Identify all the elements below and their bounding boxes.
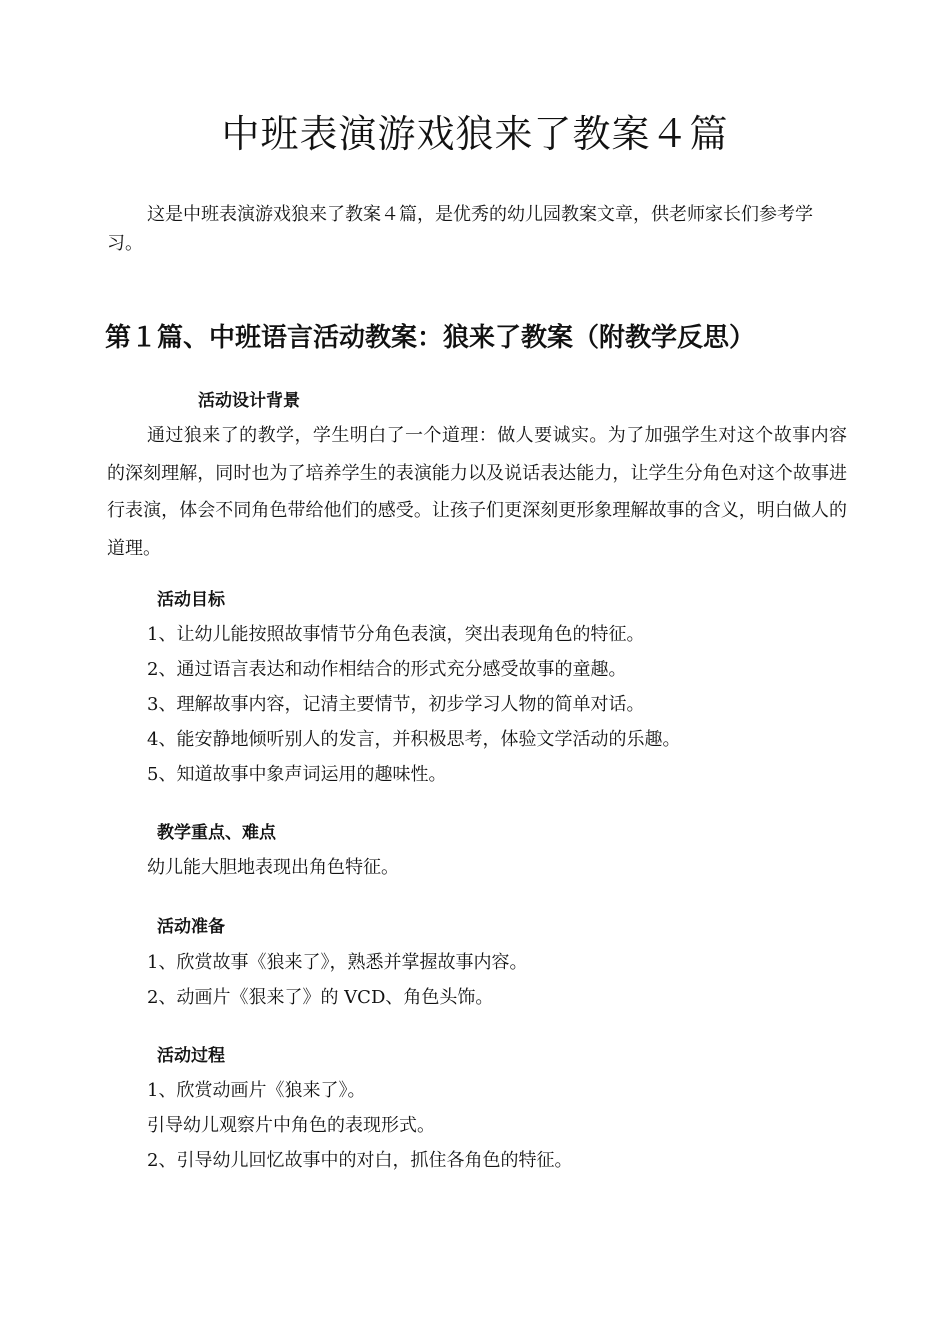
preparation-item: 1、欣赏故事《狼来了》，熟悉并掌握故事内容。 (147, 952, 528, 973)
document-title: 中班表演游戏狼来了教案４篇 (221, 112, 729, 156)
goal-item: 2、通过语言表达和动作相结合的形式充分感受故事的童趣。 (147, 659, 627, 680)
process-list (147, 1073, 847, 1178)
process-item: 引导幼儿观察片中角色的表现形式。 (147, 1115, 435, 1136)
preparation-title: 活动准备 (157, 917, 225, 937)
background-text: 通过狼来了的教学，学生明白了一个道理：做人要诚实。为了加强学生对这个故事内容的深刻理解，同时也为了培养学生的表演能力以及说话表达能力，让学生分角色对这个故事进行表演，体会不同角色带给他们的感受。让孩子们更深刻更形象理解故事的含义，明白做人的道理。 (107, 425, 847, 559)
focus-text: 幼儿能大胆地表现出角色特征。 (147, 857, 399, 878)
background-title: 活动设计背景 (198, 391, 300, 411)
goals-list (147, 617, 847, 792)
goal-item: 3、理解故事内容，记清主要情节，初步学习人物的简单对话。 (147, 694, 645, 715)
section-heading: 第１篇、中班语言活动教案：狼来了教案（附教学反思） (105, 323, 756, 353)
process-item: 2、引导幼儿回忆故事中的对白，抓住各角色的特征。 (147, 1150, 573, 1171)
goal-item: 1、让幼儿能按照故事情节分角色表演，突出表现角色的特征。 (147, 624, 645, 645)
intro-paragraph: 这是中班表演游戏狼来了教案４篇，是优秀的幼儿园教案文章，供老师家长们参考学习。 (107, 204, 813, 254)
goal-item: 5、知道故事中象声词运用的趣味性。 (147, 764, 447, 785)
goal-item: 4、能安静地倾听别人的发言，并积极思考，体验文学活动的乐趣。 (147, 729, 681, 750)
focus-title: 教学重点、难点 (157, 823, 276, 843)
preparation-item: 2、动画片《狠来了》的 VCD、角色头饰。 (147, 987, 494, 1008)
goals-title: 活动目标 (157, 590, 225, 610)
preparation-list (147, 945, 847, 1015)
process-item: 1、欣赏动画片《狼来了》。 (147, 1080, 366, 1101)
process-title: 活动过程 (157, 1046, 225, 1066)
